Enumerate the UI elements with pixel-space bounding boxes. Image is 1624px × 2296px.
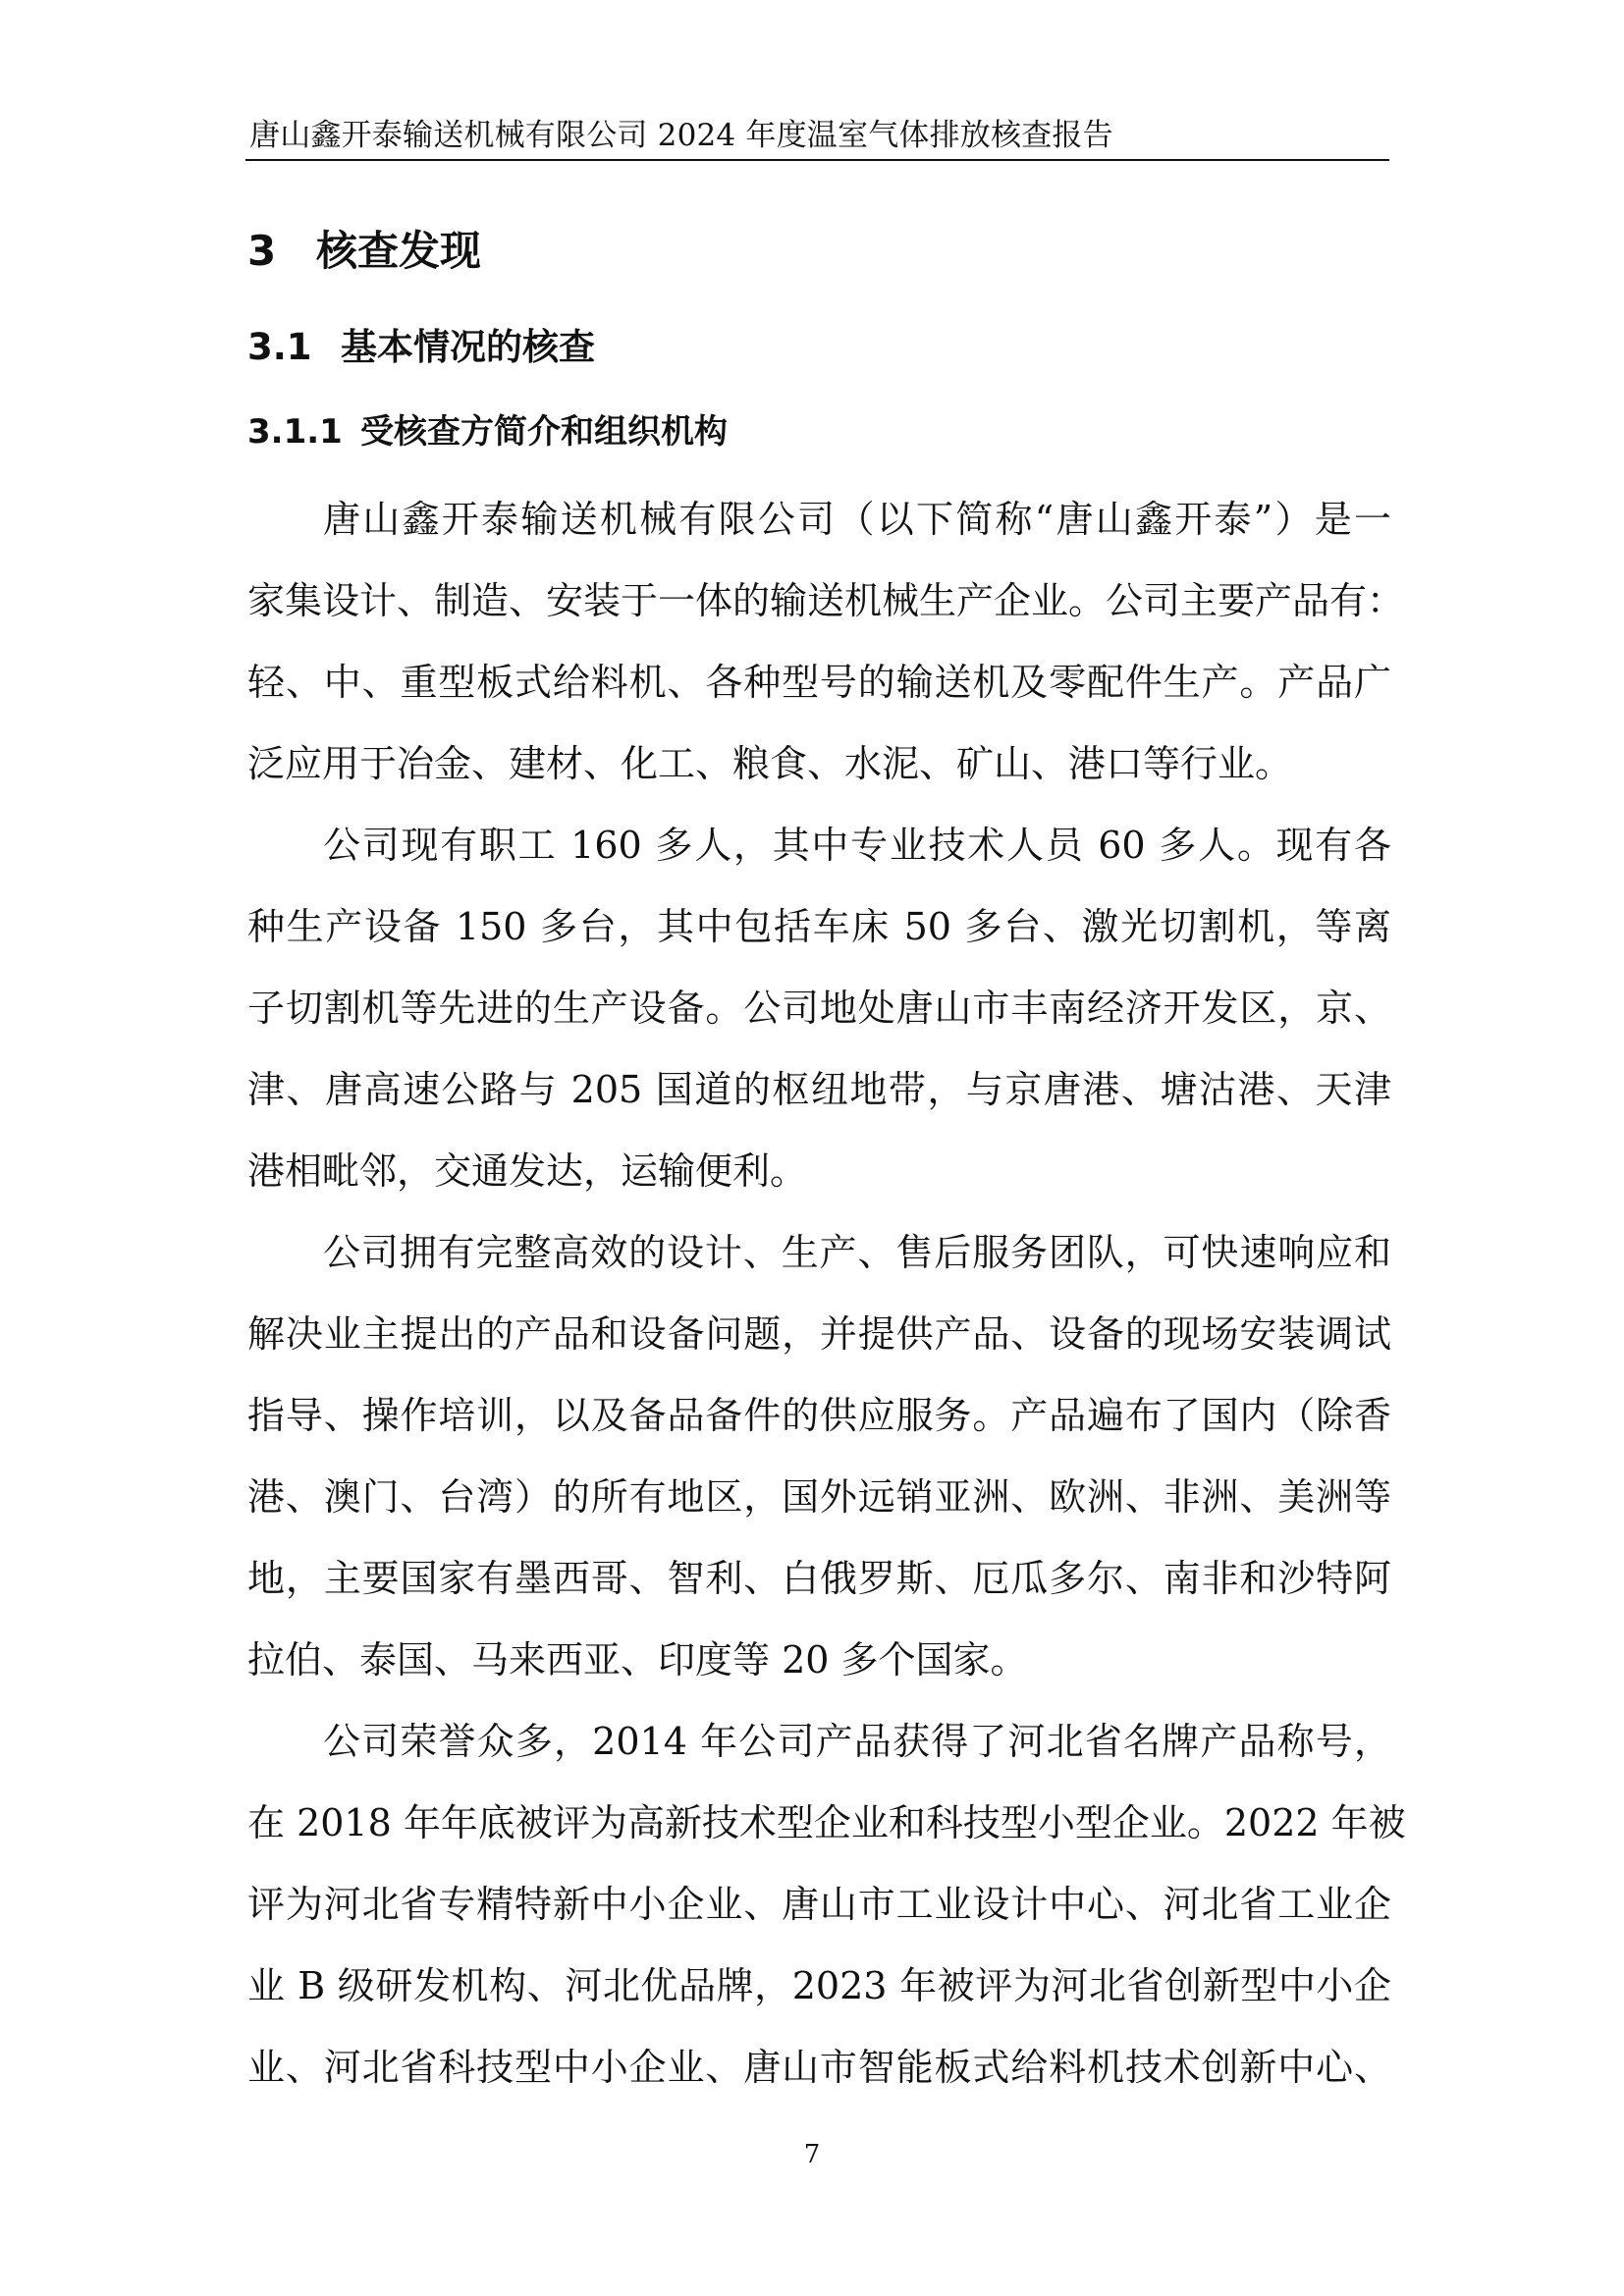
- text-line: 地，主要国家有墨西哥、智利、白俄罗斯、厄瓜多尔、南非和沙特阿: [247, 1557, 1391, 1600]
- header-rule: [245, 159, 1389, 161]
- subsection-number: 3.1: [247, 326, 312, 368]
- text-line: 业、河北省科技型中小企业、唐山市智能板式给料机技术创新中心、: [247, 2046, 1391, 2089]
- paragraph: [247, 805, 1391, 1212]
- text-line: 子切割机等先进的生产设备。公司地处唐山市丰南经济开发区，京、: [247, 987, 1391, 1030]
- body-text: [247, 479, 1406, 2109]
- text-line: 评为河北省专精特新中小企业、唐山市工业设计中心、河北省工业企: [247, 1883, 1391, 1926]
- subsection-heading: [247, 321, 595, 374]
- text-line: 唐山鑫开泰输送机械有限公司（以下简称“唐山鑫开泰”）是一: [323, 498, 1391, 541]
- paragraph: [247, 1212, 1391, 1701]
- subsubsection-heading: [247, 407, 728, 456]
- text-line: 家集设计、制造、安装于一体的输送机械生产企业。公司主要产品有：: [247, 579, 1405, 622]
- paragraph: [247, 1701, 1406, 2109]
- text-line: 种生产设备 150 多台，其中包括车床 50 多台、激光切割机，等离: [247, 905, 1391, 948]
- text-line: 拉伯、泰国、马来西亚、印度等 20 多个国家。: [247, 1638, 1028, 1682]
- text-line: 津、唐高速公路与 205 国道的枢纽地带，与京唐港、塘沽港、天津: [247, 1068, 1391, 1111]
- running-header: 唐山鑫开泰输送机械有限公司 2024 年度温室气体排放核查报告: [249, 118, 1113, 153]
- text-line: 轻、中、重型板式给料机、各种型号的输送机及零配件生产。产品广: [247, 661, 1391, 704]
- text-line: 公司荣誉众多，2014 年公司产品获得了河北省名牌产品称号，: [323, 1720, 1391, 1763]
- subsection-title: 基本情况的核查: [341, 326, 595, 368]
- section-number: 3: [247, 227, 277, 275]
- text-line: 在 2018 年年底被评为高新技术型企业和科技型小型企业。2022 年被: [247, 1801, 1406, 1844]
- page-number: 7: [803, 2140, 821, 2169]
- text-line: 港相毗邻，交通发达，运输便利。: [247, 1149, 808, 1193]
- subsubsection-title: 受核查方简介和组织机构: [360, 412, 728, 452]
- text-line: 指导、操作培训，以及备品备件的供应服务。产品遍布了国内（除香: [247, 1394, 1391, 1437]
- subsubsection-number: 3.1.1: [247, 412, 343, 452]
- text-line: 公司现有职工 160 多人，其中专业技术人员 60 多人。现有各: [323, 824, 1391, 867]
- section-title: 核查发现: [316, 227, 482, 275]
- text-line: 业 B 级研发机构、河北优品牌，2023 年被评为河北省创新型中小企: [247, 1964, 1391, 2007]
- text-line: 泛应用于冶金、建材、化工、粮食、水泥、矿山、港口等行业。: [247, 742, 1293, 785]
- text-line: 解决业主提出的产品和设备问题，并提供产品、设备的现场安装调试: [247, 1312, 1391, 1356]
- text-line: 港、澳门、台湾）的所有地区，国外远销亚洲、欧洲、非洲、美洲等: [247, 1475, 1391, 1519]
- section-heading: [247, 222, 481, 281]
- text-line: 公司拥有完整高效的设计、生产、售后服务团队，可快速响应和: [323, 1231, 1391, 1274]
- paragraph: [247, 479, 1405, 805]
